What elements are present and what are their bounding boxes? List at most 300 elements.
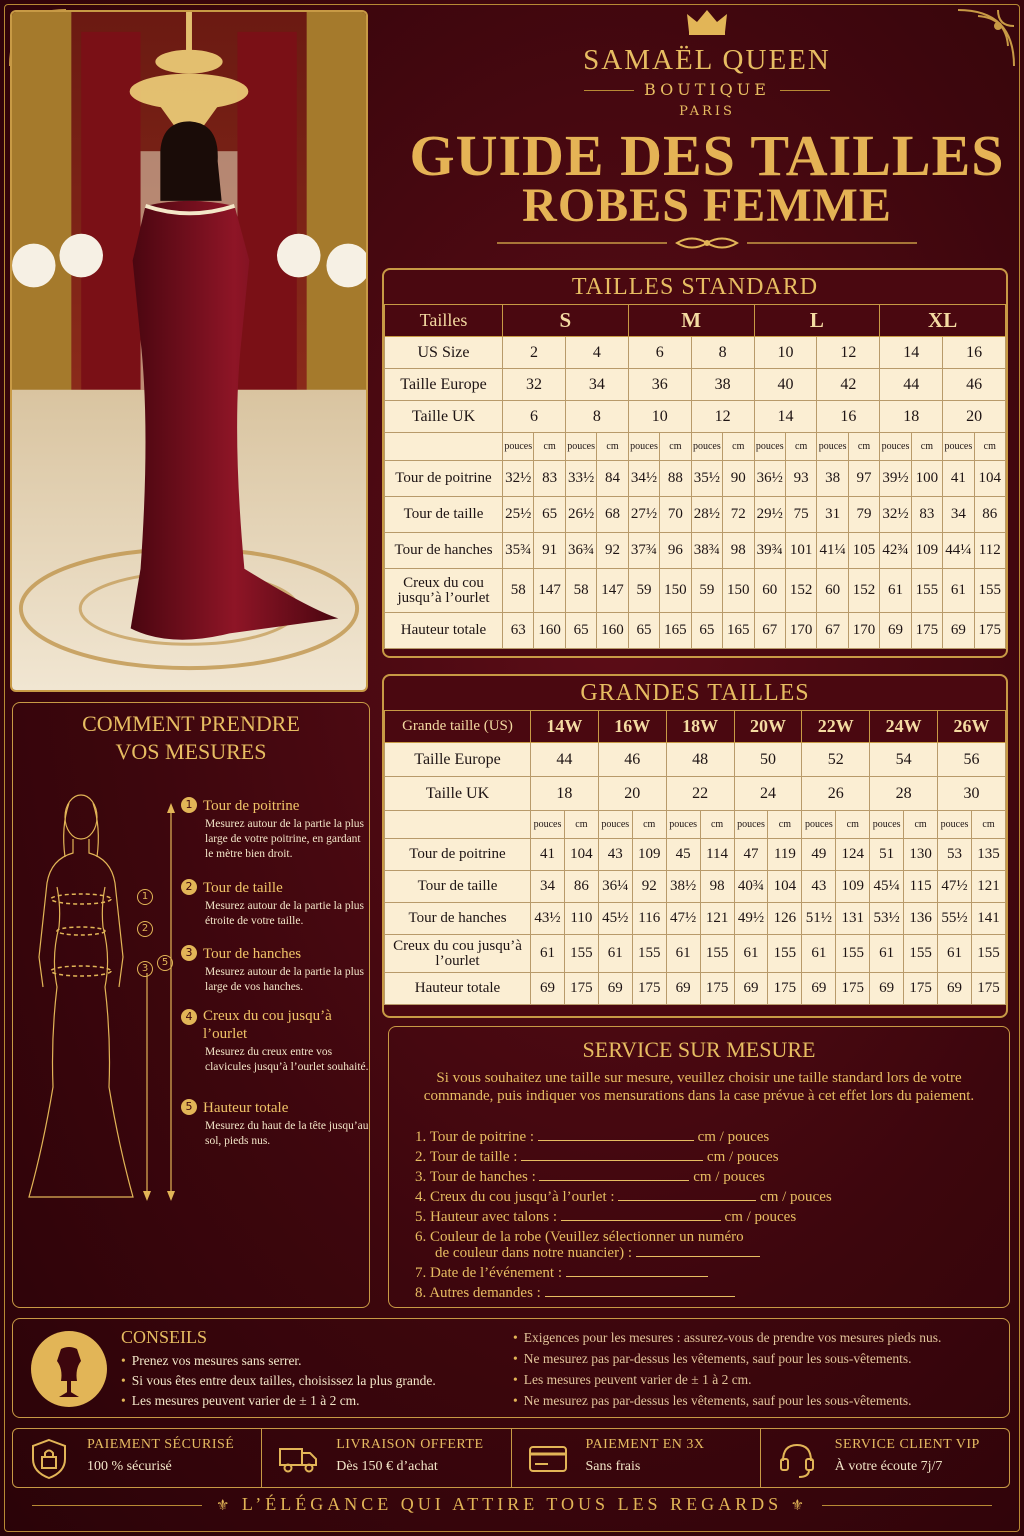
- input-line[interactable]: [636, 1245, 760, 1257]
- service-item: [415, 1209, 995, 1229]
- measure-step-4: [181, 1007, 371, 1075]
- standard-sizes-title: TAILLES STANDARD: [571, 274, 819, 300]
- table-cell: 44: [880, 369, 943, 401]
- unit-label: pouces: [565, 433, 596, 461]
- table-cell: 45: [666, 839, 700, 871]
- feature-title: LIVRAISON OFFERTE: [336, 1437, 484, 1452]
- table-cell: 31: [817, 497, 848, 533]
- feature-title: PAIEMENT EN 3X: [585, 1437, 705, 1452]
- marker-2: 2: [137, 921, 153, 937]
- table-cell: 155: [632, 935, 666, 973]
- step-title: Tour de hanches: [203, 946, 302, 962]
- measure-title: COMMENT PRENDRE: [82, 711, 300, 736]
- unit-label: pouces: [503, 433, 534, 461]
- input-line[interactable]: [545, 1285, 735, 1297]
- table-cell: 8: [565, 401, 628, 433]
- table-cell: 29½: [754, 497, 785, 533]
- table-cell: 98: [723, 533, 754, 569]
- table-cell: 110: [564, 903, 598, 935]
- feature-title: SERVICE CLIENT VIP: [834, 1437, 980, 1452]
- table-cell: 155: [836, 935, 870, 973]
- table-cell: 124: [836, 839, 870, 871]
- table-cell: 175: [836, 973, 870, 1005]
- service-item: [415, 1169, 995, 1189]
- features-bar: [12, 1428, 1010, 1488]
- size-header: 16W: [598, 711, 666, 743]
- table-cell: 160: [534, 613, 565, 649]
- table-cell: 38½: [666, 871, 700, 903]
- table-cell: 104: [974, 461, 1005, 497]
- table-cell: 58: [503, 569, 534, 613]
- table-cell: 55½: [938, 903, 972, 935]
- table-cell: 61: [531, 935, 565, 973]
- feature-secure-payment: [13, 1429, 262, 1487]
- tip-item: • Les mesures peuvent varier de ± 1 à 2 cm.: [513, 1372, 752, 1387]
- item-label: Couleur de la robe (Veuillez sélectionner un numéro: [430, 1229, 744, 1245]
- unit-label: pouces: [531, 811, 565, 839]
- row-label-empty: [385, 433, 503, 461]
- table-cell: 49½: [734, 903, 768, 935]
- step-number: 3: [181, 945, 197, 961]
- size-header: 26W: [938, 711, 1006, 743]
- custom-service-panel: [388, 1026, 1010, 1308]
- table-cell: 69: [666, 973, 700, 1005]
- row-label: Tour de hanches: [385, 903, 531, 935]
- table-cell: 175: [904, 973, 938, 1005]
- table-cell: 147: [597, 569, 628, 613]
- table-cell: 121: [971, 871, 1005, 903]
- table-row: [385, 461, 1006, 497]
- table-row: [385, 973, 1006, 1005]
- table-cell: 45½: [598, 903, 632, 935]
- item-number: 8.: [415, 1285, 427, 1301]
- table-cell: 175: [971, 973, 1005, 1005]
- table-cell: 131: [836, 903, 870, 935]
- table-cell: 60: [817, 569, 848, 613]
- tip-text: Les mesures peuvent varier de ± 1 à 2 cm.: [131, 1393, 360, 1408]
- table-cell: 84: [597, 461, 628, 497]
- service-item: [415, 1229, 995, 1265]
- feature-installments: [512, 1429, 761, 1487]
- table-cell: 34½: [628, 461, 659, 497]
- step-number: 5: [181, 1099, 197, 1115]
- row-label: Taille UK: [385, 777, 531, 811]
- unit-label: cm: [904, 811, 938, 839]
- item-unit: cm / pouces: [706, 1149, 779, 1165]
- tip-text: Exigences pour les mesures : assurez-vous de prendre vos mesures pieds nus.: [523, 1330, 942, 1345]
- item-label: Tour de taille :: [429, 1149, 518, 1165]
- table-cell: 170: [848, 613, 879, 649]
- tips-list-left: [121, 1351, 501, 1411]
- table-cell: 155: [768, 935, 802, 973]
- unit-label: cm: [971, 811, 1005, 839]
- standard-sizes-table: [384, 304, 1006, 649]
- table-cell: 67: [817, 613, 848, 649]
- table-cell: 34: [565, 369, 628, 401]
- table-cell: 88: [660, 461, 691, 497]
- service-intro: Si vous souhaitez une taille sur mesure, veuillez choisir une taille standard lors de votre commande, puis indiquer vos mensurations dans la case prévue à cet effet lors du paiement.: [423, 1070, 975, 1104]
- table-cell: 83: [911, 497, 942, 533]
- table-cell: 59: [628, 569, 659, 613]
- table-cell: 52: [802, 743, 870, 777]
- table-cell: 47: [734, 839, 768, 871]
- table-cell: 65: [534, 497, 565, 533]
- size-group-header: L: [754, 305, 880, 337]
- item-label: Tour de poitrine :: [429, 1129, 535, 1145]
- table-cell: 56: [938, 743, 1006, 777]
- measure-step-3: [181, 943, 371, 995]
- table-cell: 51½: [802, 903, 836, 935]
- row-label: Taille UK: [385, 401, 503, 433]
- table-cell: 175: [632, 973, 666, 1005]
- table-cell: 69: [802, 973, 836, 1005]
- table-cell: 53½: [870, 903, 904, 935]
- feature-subtitle: Dès 150 € d’achat: [336, 1459, 438, 1474]
- item-unit: cm / pouces: [693, 1169, 765, 1185]
- table-row: [385, 569, 1006, 613]
- table-cell: 37¾: [628, 533, 659, 569]
- table-cell: 72: [723, 497, 754, 533]
- table-cell: 44: [531, 743, 599, 777]
- table-cell: 97: [848, 461, 879, 497]
- table-cell: 50: [734, 743, 802, 777]
- table-cell: 46: [598, 743, 666, 777]
- unit-label: pouces: [666, 811, 700, 839]
- brand-city: PARIS: [679, 104, 735, 119]
- item-number: 4.: [415, 1189, 427, 1205]
- step-number: 4: [181, 1009, 197, 1025]
- unit-label: cm: [848, 433, 879, 461]
- table-cell: 58: [565, 569, 596, 613]
- table-row: [385, 839, 1006, 871]
- table-cell: 26: [802, 777, 870, 811]
- table-cell: 26½: [565, 497, 596, 533]
- table-cell: 152: [785, 569, 816, 613]
- table-cell: 48: [666, 743, 734, 777]
- table-cell: 28: [870, 777, 938, 811]
- measure-title-line2: VOS MESURES: [115, 739, 267, 764]
- table-cell: 61: [870, 935, 904, 973]
- service-item: [415, 1285, 995, 1305]
- table-cell: 92: [597, 533, 628, 569]
- input-line[interactable]: [539, 1169, 689, 1181]
- table-cell: 105: [848, 533, 879, 569]
- table-cell: 24: [734, 777, 802, 811]
- row-label: Creux du cou jusqu’à l’ourlet: [385, 935, 531, 973]
- table-cell: 155: [971, 935, 1005, 973]
- table-header-label: Tailles: [385, 305, 503, 337]
- row-label: Creux du cou jusqu’à l’ourlet: [385, 569, 503, 613]
- measure-guide-panel: [12, 702, 370, 1308]
- unit-label: cm: [597, 433, 628, 461]
- table-cell: 18: [531, 777, 599, 811]
- item-label: Creux du cou jusqu’à l’ourlet :: [430, 1189, 615, 1205]
- item-unit: cm / pouces: [760, 1189, 832, 1205]
- table-cell: 51: [870, 839, 904, 871]
- row-label: Hauteur totale: [385, 973, 531, 1005]
- table-cell: 69: [531, 973, 565, 1005]
- item-label-continued: de couleur dans notre nuancier) :: [435, 1245, 632, 1261]
- table-cell: 116: [632, 903, 666, 935]
- table-cell: 121: [700, 903, 734, 935]
- size-header: 24W: [870, 711, 938, 743]
- table-cell: 65: [565, 613, 596, 649]
- table-cell: 33½: [565, 461, 596, 497]
- table-cell: 38¾: [691, 533, 722, 569]
- plus-sizes-panel: [382, 674, 1008, 1018]
- item-label: Hauteur avec talons :: [430, 1209, 558, 1225]
- table-row: [385, 337, 1006, 369]
- step-description: Mesurez autour de la partie la plus large de vos hanches.: [205, 966, 365, 993]
- table-cell: 69: [598, 973, 632, 1005]
- unit-label: pouces: [754, 433, 785, 461]
- table-cell: 69: [938, 973, 972, 1005]
- size-group-header: M: [628, 305, 754, 337]
- row-label: Tour de poitrine: [385, 839, 531, 871]
- table-cell: 39½: [880, 461, 911, 497]
- feature-free-delivery: [262, 1429, 511, 1487]
- input-line[interactable]: [566, 1265, 708, 1277]
- marker-3: 3: [137, 961, 153, 977]
- table-cell: 160: [597, 613, 628, 649]
- table-cell: 53: [938, 839, 972, 871]
- unit-label: cm: [700, 811, 734, 839]
- feature-vip-service: [761, 1429, 1009, 1487]
- unit-label: pouces: [870, 811, 904, 839]
- feature-title: PAIEMENT SÉCURISÉ: [87, 1437, 235, 1452]
- input-line[interactable]: [618, 1189, 756, 1201]
- item-unit: cm / pouces: [697, 1129, 770, 1145]
- table-cell: 65: [628, 613, 659, 649]
- unit-row: [385, 433, 1006, 461]
- table-cell: 2: [503, 337, 566, 369]
- table-cell: 41¼: [817, 533, 848, 569]
- table-row: [385, 613, 1006, 649]
- table-cell: 61: [943, 569, 974, 613]
- unit-label: cm: [836, 811, 870, 839]
- table-cell: 175: [700, 973, 734, 1005]
- slogan: ⚜ L’ÉLÉGANCE QUI ATTIRE TOUS LES REGARDS ⚜: [0, 1494, 1024, 1515]
- table-cell: 92: [632, 871, 666, 903]
- table-cell: 91: [534, 533, 565, 569]
- credit-card-icon: [526, 1437, 570, 1481]
- marker-1: 1: [137, 889, 153, 905]
- table-cell: 54: [870, 743, 938, 777]
- table-cell: 69: [880, 613, 911, 649]
- unit-label: pouces: [628, 433, 659, 461]
- table-cell: 8: [691, 337, 754, 369]
- table-cell: 75: [785, 497, 816, 533]
- crown-icon: [392, 8, 1022, 36]
- step-description: Mesurez du haut de la tête jusqu’au sol, pieds nus.: [205, 1120, 369, 1147]
- tips-title: CONSEILS: [121, 1327, 208, 1347]
- table-cell: 6: [628, 337, 691, 369]
- row-label: Tour de poitrine: [385, 461, 503, 497]
- table-row: [385, 743, 1006, 777]
- item-number: 3.: [415, 1169, 427, 1185]
- input-line[interactable]: [561, 1209, 721, 1221]
- table-cell: 101: [785, 533, 816, 569]
- table-cell: 136: [904, 903, 938, 935]
- table-cell: 114: [700, 839, 734, 871]
- table-cell: 40¾: [734, 871, 768, 903]
- brand-name: SAMAËL QUEEN: [583, 44, 831, 76]
- table-cell: 45¼: [870, 871, 904, 903]
- table-cell: 41: [531, 839, 565, 871]
- table-cell: 32½: [880, 497, 911, 533]
- table-cell: 61: [880, 569, 911, 613]
- unit-label: pouces: [598, 811, 632, 839]
- tip-text: Ne mesurez pas par-dessus les vêtements, sauf pour les sous-vêtements.: [523, 1351, 912, 1366]
- unit-label: cm: [660, 433, 691, 461]
- step-number: 2: [181, 879, 197, 895]
- feature-subtitle: Sans frais: [585, 1459, 641, 1474]
- unit-label: pouces: [691, 433, 722, 461]
- table-cell: 49: [802, 839, 836, 871]
- table-cell: 152: [848, 569, 879, 613]
- unit-label: cm: [723, 433, 754, 461]
- table-row: [385, 369, 1006, 401]
- headset-icon: [775, 1437, 819, 1481]
- table-cell: 61: [938, 935, 972, 973]
- slogan-text: L’ÉLÉGANCE QUI ATTIRE TOUS LES REGARDS: [241, 1494, 783, 1514]
- table-cell: 36¼: [598, 871, 632, 903]
- page-title: GUIDE DES TAILLES: [409, 123, 1005, 188]
- table-cell: 36: [628, 369, 691, 401]
- model-photo: [10, 10, 368, 692]
- feature-subtitle: 100 % sécurisé: [87, 1459, 172, 1474]
- table-cell: 43: [598, 839, 632, 871]
- table-cell: 10: [754, 337, 817, 369]
- table-row: [385, 871, 1006, 903]
- table-cell: 109: [836, 871, 870, 903]
- table-cell: 67: [754, 613, 785, 649]
- size-header: 20W: [734, 711, 802, 743]
- standard-sizes-panel: [382, 268, 1008, 658]
- table-cell: 90: [723, 461, 754, 497]
- unit-label: pouces: [943, 433, 974, 461]
- row-label: Hauteur totale: [385, 613, 503, 649]
- table-cell: 12: [817, 337, 880, 369]
- row-label: US Size: [385, 337, 503, 369]
- feature-subtitle: À votre écoute 7j/7: [834, 1459, 943, 1474]
- row-label: Tour de hanches: [385, 533, 503, 569]
- table-cell: 135: [971, 839, 1005, 871]
- table-cell: 42: [817, 369, 880, 401]
- table-cell: 155: [700, 935, 734, 973]
- table-cell: 10: [628, 401, 691, 433]
- tip-text: Prenez vos mesures sans serrer.: [131, 1353, 302, 1368]
- tip-item: • Ne mesurez pas par-dessus les vêtements, sauf pour les sous-vêtements.: [513, 1393, 912, 1408]
- table-cell: 41: [943, 461, 974, 497]
- tip-item: • Les mesures peuvent varier de ± 1 à 2 cm.: [121, 1393, 360, 1408]
- row-label: Taille Europe: [385, 743, 531, 777]
- row-label: Taille Europe: [385, 369, 503, 401]
- table-cell: 38: [817, 461, 848, 497]
- table-cell: 79: [848, 497, 879, 533]
- tips-list-right: [513, 1327, 1005, 1411]
- table-header-label: Grande taille (US): [385, 711, 531, 743]
- table-cell: 25½: [503, 497, 534, 533]
- dress-form-icon: [31, 1331, 107, 1407]
- table-cell: 39¾: [754, 533, 785, 569]
- table-cell: 32½: [503, 461, 534, 497]
- table-cell: 32: [503, 369, 566, 401]
- item-label: Autres demandes :: [429, 1285, 541, 1301]
- table-cell: 86: [974, 497, 1005, 533]
- table-cell: 155: [911, 569, 942, 613]
- table-cell: 165: [723, 613, 754, 649]
- unit-label: pouces: [938, 811, 972, 839]
- service-item: [415, 1129, 995, 1149]
- item-number: 5.: [415, 1209, 427, 1225]
- input-line[interactable]: [521, 1149, 703, 1161]
- step-description: Mesurez du creux entre vos clavicules jusqu’à l’ourlet souhaité.: [205, 1046, 369, 1073]
- unit-label: pouces: [880, 433, 911, 461]
- body-silhouette-icon: [21, 787, 181, 1207]
- table-row: [385, 935, 1006, 973]
- service-title: SERVICE SUR MESURE: [582, 1037, 816, 1062]
- table-cell: 30: [938, 777, 1006, 811]
- table-row: [385, 903, 1006, 935]
- table-cell: 47½: [938, 871, 972, 903]
- service-item: [415, 1189, 995, 1209]
- table-cell: 63: [503, 613, 534, 649]
- unit-label: cm: [564, 811, 598, 839]
- unit-label: pouces: [802, 811, 836, 839]
- table-cell: 155: [904, 935, 938, 973]
- size-header: 22W: [802, 711, 870, 743]
- table-cell: 115: [904, 871, 938, 903]
- item-number: 6.: [415, 1229, 427, 1245]
- table-cell: 14: [880, 337, 943, 369]
- unit-row: [385, 811, 1006, 839]
- table-cell: 165: [660, 613, 691, 649]
- table-cell: 35½: [691, 461, 722, 497]
- step-title: Tour de taille: [203, 880, 283, 896]
- table-cell: 93: [785, 461, 816, 497]
- table-cell: 18: [880, 401, 943, 433]
- table-row: [385, 497, 1006, 533]
- table-cell: 61: [598, 935, 632, 973]
- item-number: 1.: [415, 1129, 427, 1145]
- marker-5: 5: [157, 955, 173, 971]
- unit-label: cm: [974, 433, 1005, 461]
- unit-label: cm: [911, 433, 942, 461]
- tip-item: • Si vous êtes entre deux tailles, choisissez la plus grande.: [121, 1373, 436, 1388]
- table-cell: 34: [531, 871, 565, 903]
- table-cell: 86: [564, 871, 598, 903]
- table-cell: 150: [660, 569, 691, 613]
- table-cell: 65: [691, 613, 722, 649]
- table-cell: 100: [911, 461, 942, 497]
- table-cell: 69: [870, 973, 904, 1005]
- delivery-truck-icon: [276, 1437, 320, 1481]
- table-row: [385, 401, 1006, 433]
- step-title: Hauteur totale: [203, 1100, 289, 1116]
- table-cell: 112: [974, 533, 1005, 569]
- table-cell: 6: [503, 401, 566, 433]
- tip-text: Ne mesurez pas par-dessus les vêtements, sauf pour les sous-vêtements.: [523, 1393, 912, 1408]
- unit-label: cm: [632, 811, 666, 839]
- unit-label: cm: [768, 811, 802, 839]
- unit-label: pouces: [734, 811, 768, 839]
- tip-text: Les mesures peuvent varier de ± 1 à 2 cm.: [523, 1372, 752, 1387]
- row-label: Tour de taille: [385, 497, 503, 533]
- table-cell: 147: [534, 569, 565, 613]
- input-line[interactable]: [538, 1129, 694, 1141]
- step-title: Creux du cou jusqu’à l’ourlet: [203, 1008, 332, 1042]
